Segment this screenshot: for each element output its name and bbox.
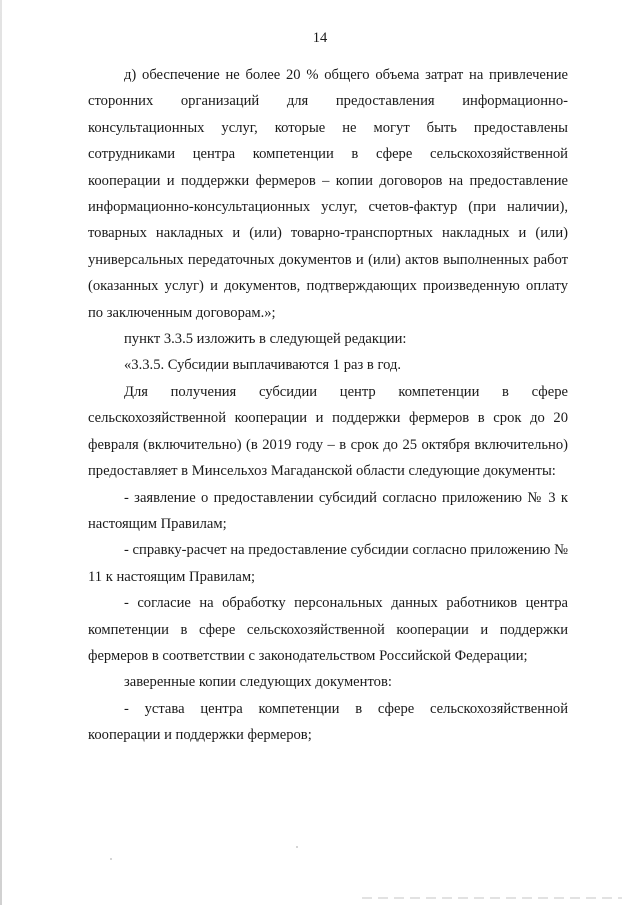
paragraph-d-provision: д) обеспечение не более 20 % общего объема затрат на привлечение сторонних организаций для предоставления информационно-консультационных услуг, которые не могут быть предоставлены сотрудниками центра компетенции в сфере сельскохозяйственной кооперации и поддержки фермеров – копии договоров на предоставление информационно-консультационных услуг, счетов-фактур (при наличии), товарных накладных и (или) товарно-транспортных накладных и (или) универсальных передаточных документов и (или) актов выполненных работ (оказанных услуг) и документов, подтверждающих произведенную оплату по заключенным договорам.»; xyxy=(88,67,568,321)
paragraph-3-3-5-subsidy-frequency: «3.3.5. Субсидии выплачиваются 1 раз в год. xyxy=(124,357,402,374)
paragraph-item-3-3-5-intro: пункт 3.3.5 изложить в следующей редакции: xyxy=(124,331,407,348)
paragraph-certified-copies: заверенные копии следующих документов: xyxy=(124,674,392,691)
list-item-consent: - согласие на обработку персональных данных работников центра компетенции в сфере сельскохозяйственной кооперации и поддержки фермеров в соответствии с законодательством Российской Федерации; xyxy=(88,595,568,664)
list-item-application: - заявление о предоставлении субсидий согласно приложению № 3 к настоящим Правилам; xyxy=(88,489,568,532)
list-item-charter: - устава центра компетенции в сфере сельскохозяйственной кооперации и поддержки фермеров; xyxy=(88,700,568,744)
scan-bottom-artifact xyxy=(362,897,622,899)
list-item-calculation: - справку-расчет на предоставление субсидии согласно приложению № 11 к настоящим Правилам; xyxy=(88,542,568,585)
scan-speck xyxy=(296,846,298,848)
document-body xyxy=(88,62,568,749)
scan-speck xyxy=(110,858,112,860)
paragraph-documents-deadline: Для получения субсидии центр компетенции в сфере сельскохозяйственной кооперации и поддержки фермеров в срок до 20 февраля (включительно) (в 2019 году – в срок до 25 октября включительно) предоставляет в Минсельхоз Магаданской области следующие документы: xyxy=(88,383,568,480)
page-number: 14 xyxy=(312,30,328,46)
scan-edge xyxy=(0,0,2,905)
